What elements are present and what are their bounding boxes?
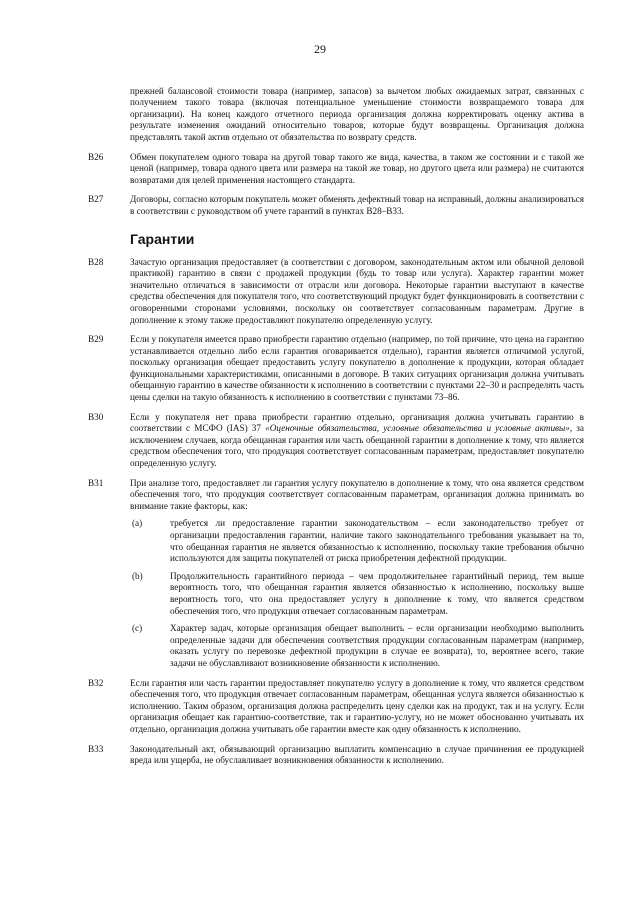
paragraph-number: B31 — [88, 477, 104, 488]
list-letter: (b) — [132, 570, 143, 581]
paragraph-b32 — [0, 678, 584, 736]
paragraph-continuation: прежней балансовой стоимости товара (например, запасов) за вычетом любых ожидаемых затрат, связанных с получением такого товара (включая потенциальное уменьшение стоимости возвращаемого товара для организации). На конец каждого отчетного периода организация должна корректировать оценку актива в результате изменения ожиданий относительно товаров, которые будут возвращены. Организация должна представлять такой актив отдельно от обязательства по возврату средств. — [130, 85, 584, 142]
list-text: Характер задач, которые организация обещает выполнить – если организации необходимо выполнить определенные задачи для обеспечения соответствия продукции согласованным параметрам (например, оказать услугу по перевозке дефектной продукции в случае ее возврата), то, вероятнее всего, такие задачи не обуславливают возникновение обязанности к исполнению. — [170, 623, 584, 668]
paragraph-b26 — [0, 152, 584, 187]
list-text: требуется ли предоставление гарантии законодательством – если законодательство требует от организации предоставления гарантии, наличие такого законодательного требования указывает на то, что обещанная гарантия не является обязанностью к исполнению, поскольку такие требования обычно используются для защиты покупателей от риска приобретения дефектной продукции. — [170, 518, 584, 564]
paragraph-text: Обмен покупателем одного товара на другой товар такого же вида, качества, в таком же состоянии и с такой же ценой (например, товара одного цвета или размера на такой же товар, но другого цвета или размера) не считаются возвратами для целей применения настоящего стандарта. — [130, 151, 584, 185]
list-text: Продолжительность гарантийного периода – чем продолжительнее гарантийный период, тем выше вероятность того, что обещанная гарантия является обязанностью к исполнению, поскольку выше вероятность того, что она предоставляет услугу в дополнение к тому, что является средством обеспечения того, что продукция отвечает согласованным параметрам. — [170, 570, 584, 616]
paragraph-text: При анализе того, предоставляет ли гарантия услугу покупателю в дополнение к тому, что она является средством обеспечения того, что продукция соответствует согласованным параметрам, организация должна принимать во внимание такие факторы, как: — [130, 477, 584, 511]
paragraph-number: B32 — [88, 677, 104, 688]
paragraph-b28 — [0, 257, 584, 327]
text-run: Если у покупателя нет права приобрести гарантию отдельно, организация должна учитывать гарантию в соответствии с МСФО (IAS) 37 — [130, 411, 584, 434]
paragraph-b29 — [0, 334, 584, 404]
paragraph-number: B27 — [88, 194, 104, 205]
paragraph-text: Законодательный акт, обязывающий организацию выплатить компенсацию в случае причинения ее продукцией вреда или ущерба, не обуславливает возникновения обязанности к исполнению. — [130, 743, 584, 766]
paragraph-b30 — [0, 412, 584, 470]
list-item-a — [130, 518, 584, 564]
paragraph-text: Договоры, согласно которым покупатель может обменять дефектный товар на исправный, должны анализироваться в соответствии с руководством об учете гарантий в пунктах B28–B33. — [130, 194, 584, 216]
paragraph-number: B30 — [88, 411, 104, 422]
paragraph-b27 — [0, 194, 584, 217]
section-heading: Гарантии — [130, 230, 195, 247]
paragraph-number: B33 — [88, 743, 104, 754]
text-run: , за исключением случаев, когда обещанная гарантия или часть обещанной гарантии в дополнение к тому, что является средством обеспечения того, что продукция соответствует согласованным параметрам, предоставляет покупателю определенную услугу. — [130, 423, 584, 469]
list-letter: (c) — [132, 623, 143, 634]
paragraph-text — [130, 412, 584, 468]
paragraph-number: B29 — [88, 334, 104, 345]
list-letter: (a) — [132, 518, 143, 529]
paragraph-text: Если у покупателя имеется право приобрести гарантию отдельно (например, по той причине, что цена на гарантию устанавливается отдельно либо если гарантия оговаривается отдельно), гарантия является отличимой услугой, поскольку организация обещает предоставить услугу покупателю в дополнение к продукции, которая обладает функциональными характеристиками, описанными в договоре. В таких ситуациях организация должна учитывать обещанную гарантию в качестве обязанности к исполнению в соответствии с пунктами 22–30 и распределять часть цены сделки на такую обязанность к исполнению в соответствии с пунктами 73–86. — [130, 334, 584, 403]
paragraph-number: B26 — [88, 151, 104, 162]
paragraph-text: Если гарантия или часть гарантии предоставляет покупателю услугу в дополнение к тому, что является средством обеспечения того, что продукция отвечает согласованным параметрам, обещанная услуга является обязанностью к исполнению. Таким образом, организация должна распределить цену сделки как на продукт, так и на услугу. Если организация обещает как гарантию-соответствие, так и гарантию-услугу, но не может обоснованно учитывать их отдельно, организация должна учитывать обе гарантии вместе как одну обязанность к исполнению. — [130, 677, 584, 734]
list-item-b — [130, 571, 584, 617]
paragraph-b31 — [0, 478, 584, 670]
paragraph-number: B28 — [88, 256, 104, 267]
standard-title: «Оценочные обязательства, условные обязательства и условные активы» — [265, 423, 570, 434]
page-number: 29 — [314, 42, 326, 56]
paragraph-b33 — [0, 744, 584, 767]
list-item-c — [130, 623, 584, 669]
paragraph-text: Зачастую организация предоставляет (в соответствии с договором, законодательным актом или обычной деловой практикой) гарантию в связи с продажей продукции (будь то товар или услуга). Характер гарантии может значительно отличаться в зависимости от отрасли или договора. Некоторые гарантии выступают в качестве средства обеспечения для покупателя того, что соответствующий продукт будет функционировать в соответствии с оговоренными сторонами условиями, поскольку он соответствует согласованным параметрам. Другие в дополнение к этому также предоставляют покупателю определенную услугу. — [130, 256, 584, 325]
